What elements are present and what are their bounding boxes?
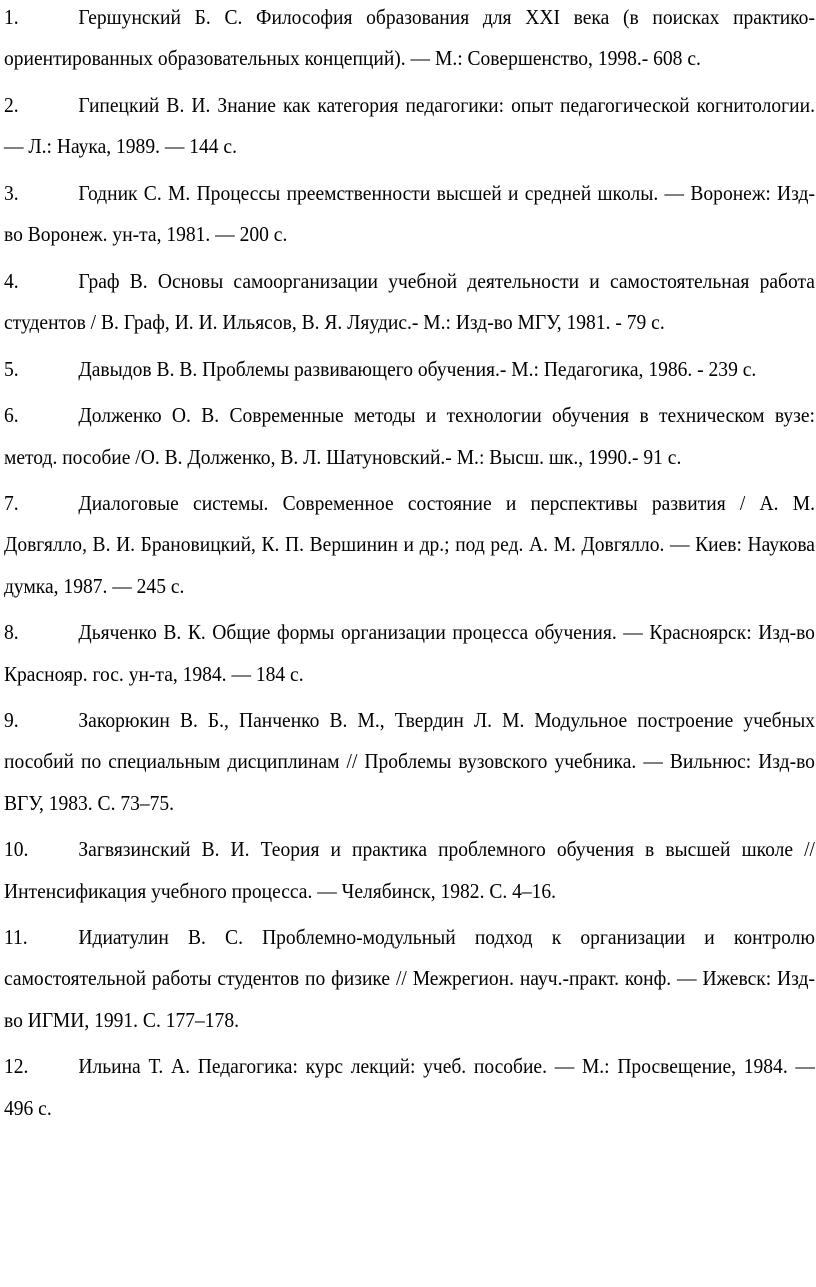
reference-text: Ильина Т. А. Педагогика: курс лекций: учеб. пособие. — М.: Просвещение, 1984. — 496 с. [4, 1054, 815, 1120]
reference-number: 7. [4, 491, 19, 516]
reference-item [4, 349, 815, 390]
reference-text: Закорюкин В. Б., Панченко В. М., Твердин Л. М. Модульное построение учебных пособий по специальным дисциплинам // Проблемы вузовского учебника. — Вильнюс: Изд-во ВГУ, 1983. С. 73–75. [4, 708, 815, 815]
reference-number: 8. [4, 620, 19, 645]
reference-text: Граф В. Основы самоорганизации учебной деятельности и самостоятельная работа студентов / В. Граф, И. И. Ильясов, В. Я. Ляудис.- М.: Изд-во МГУ, 1981. - 79 с. [4, 268, 815, 334]
reference-text: Гипецкий В. И. Знание как категория педагогики: опыт педагогической когнитологии. — Л.: Наука, 1989. — 144 с. [4, 92, 815, 159]
reference-text: Давыдов В. В. Проблемы развивающего обучения.- М.: Педагогика, 1986. - 239 с. [78, 356, 757, 381]
reference-item [4, 85, 815, 167]
reference-text: Идиатулин В. С. Проблемно-модульный подход к организации и контролю самостоятельной работы студентов по физике // Межрегион. науч.-практ. конф. — Ижевск: Изд-во ИГМИ, 1991. С. 177–178. [4, 925, 815, 1032]
reference-item [4, 261, 815, 343]
reference-item [4, 829, 815, 911]
reference-item [4, 700, 815, 824]
reference-item [4, 173, 815, 255]
reference-text: Дьяченко В. К. Общие формы организации процесса обучения. — Красноярск: Изд-во Краснояр. гос. ун-та, 1984. — 184 с. [4, 620, 815, 686]
reference-number: 12. [4, 1054, 29, 1079]
reference-text: Гершунский Б. С. Философия образования для XXI века (в поисках практико-ориентированных образовательных концепций). — М.: Совершенство, 1998.- 608 с. [4, 5, 815, 71]
reference-item [4, 917, 815, 1041]
reference-number: 2. [4, 92, 19, 117]
reference-item [4, 1046, 815, 1128]
reference-text: Диалоговые системы. Современное состояние и перспективы развития / А. М. Довгялло, В. И. Брановицкий, К. П. Вершинин и др.; под ред. А. М. Довгялло. — Киев: Наукова думка, 1987. — 245 с. [4, 491, 815, 598]
reference-number: 4. [4, 268, 19, 293]
reference-number: 10. [4, 837, 29, 862]
reference-item [4, 395, 815, 477]
reference-text: Долженко О. В. Современные методы и технологии обучения в техническом вузе: метод. пособие /О. В. Долженко, В. Л. Шатуновский.- М.: Высш. шк., 1990.- 91 с. [4, 403, 815, 469]
reference-number: 3. [4, 180, 19, 205]
reference-item [4, 0, 815, 79]
reference-text: Годник С. М. Процессы преемственности высшей и средней школы. — Воронеж: Изд-во Воронеж. ун-та, 1981. — 200 с. [4, 180, 815, 247]
reference-number: 9. [4, 708, 19, 733]
reference-number: 6. [4, 403, 19, 428]
reference-item [4, 483, 815, 607]
reference-number: 11. [4, 925, 28, 950]
reference-list [4, 0, 815, 1134]
reference-number: 5. [4, 356, 19, 381]
reference-number: 1. [4, 5, 19, 29]
reference-text: Загвязинский В. И. Теория и практика проблемного обучения в высшей школе // Интенсификация учебного процесса. — Челябинск, 1982. С. 4–16. [4, 837, 815, 903]
reference-item [4, 612, 815, 694]
